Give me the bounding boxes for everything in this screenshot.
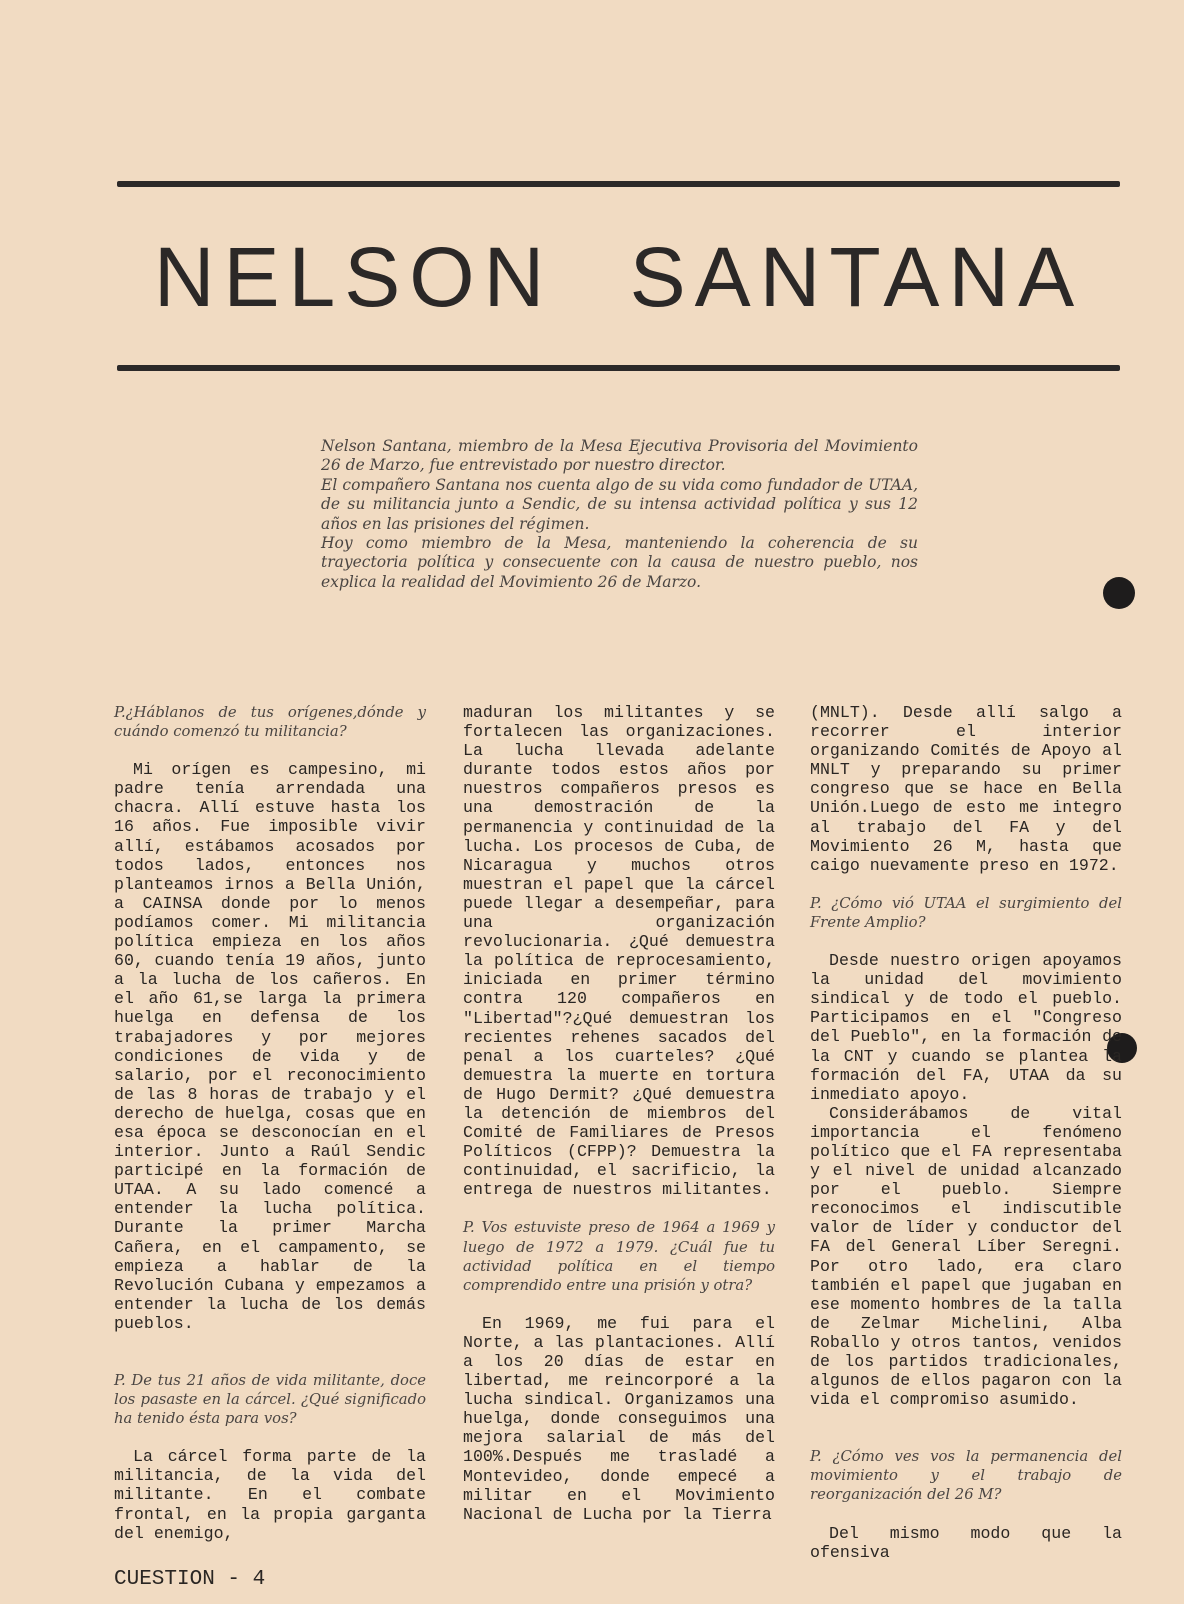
column-3 xyxy=(810,703,1122,1562)
page-footer: CUESTION - 4 xyxy=(114,1568,266,1591)
answer: Mi orígen es campesino, mi padre tenía arrendada una chacra. Allí estuve hasta los 16 años. Fue imposible vivir allí, estábamos acosados por todos lados, entonces nos planteamos irnos a Bella Unión, a CAINSA donde por lo menos podíamos comer. Mi militancia política empieza en los años 60, cuando tenía 19 años, junto a la lucha de los cañeros. En el año 61,se larga la primera huelga en defensa de los trabajadores y por mejores condiciones de vida y de salario, por el reconocimiento de las 8 horas de trabajo y el derecho de huelga, cosas que en esa época se desconocían en el interior. Junto a Raúl Sendic participé en la formación de UTAA. A su lado comencé a entender la lucha política. Durante la primer Marcha Cañera, en el campamento, se empieza a hablar de la Revolución Cubana y empezamos a entender la lucha de los demás pueblos. xyxy=(114,760,426,1333)
answer: Considerábamos de vital importancia el fenómeno político que el FA representaba y el nivel de unidad alcanzado por el pueblo. Siempre reconocimos el indiscutible valor de líder y conductor del FA del General Líber Seregni. Por otro lado, era claro también el papel que jugaban en ese momento hombres de la talla de Zelmar Michelini, Alba Roballo y otros tantos, venidos de los partidos tradicionales, algunos de ellos pagaron con la vida el compromiso asumido. xyxy=(810,1103,1122,1410)
intro-paragraph xyxy=(321,437,918,592)
intro-line: El compañero Santana nos cuenta algo de su vida como fundador de UTAA, de su militancia junto a Sendic, de su intensa actividad política y sus 12 años en las prisiones del régimen. xyxy=(321,475,918,533)
question: P. De tus 21 años de vida militante, doce los pasaste en la cárcel. ¿Qué significado ha tenido ésta para vos? xyxy=(114,1372,426,1428)
answer: Del mismo modo que la ofensiva xyxy=(810,1523,1122,1562)
column-1 xyxy=(114,703,426,1543)
punch-hole-mark xyxy=(1103,577,1135,609)
top-rule xyxy=(117,181,1120,187)
bottom-rule xyxy=(117,365,1120,371)
column-2 xyxy=(463,703,775,1524)
question: P. ¿Cómo ves vos la permanencia del movimiento y el trabajo de reorganización del 26 M? xyxy=(810,1448,1122,1504)
answer: maduran los militantes y se fortalecen las organizaciones. La lucha llevada adelante durante todos estos años por nuestros compañeros presos es una demostración de la permanencia y continuidad de la lucha. Los procesos de Cuba, de Nicaragua y muchos otros muestran el papel que la cárcel puede llegar a desempeñar, para una organización revolucionaria. ¿Qué demuestra la política de reprocesamiento, iniciada en primer término contra 120 compañeros en "Libertad"?¿Qué demuestran los recientes rehenes sacados del penal a los cuarteles? ¿Qué demuestra la muerte en tortura de Hugo Dermit? ¿Qué demuestra la detención de miembros del Comité de Familiares de Presos Políticos (CFPP)? Demuestra la continuidad, el sacrificio, la entrega de nuestros militantes. xyxy=(463,703,775,1200)
intro-line: Hoy como miembro de la Mesa, manteniendo la coherencia de su trayectoria política y consecuente con la causa de nuestro pueblo, nos explica la realidad del Movimiento 26 de Marzo. xyxy=(321,534,918,591)
question: P.¿Háblanos de tus orígenes,dónde y cuándo comenzó tu militancia? xyxy=(114,704,426,741)
answer: Desde nuestro origen apoyamos la unidad del movimiento sindical y de todo el pueblo. Participamos en el "Congreso del Pueblo", en la formación de la CNT y cuando se plantea la formación del FA, UTAA da su inmediato apoyo. xyxy=(810,951,1122,1104)
question: P. Vos estuviste preso de 1964 a 1969 y luego de 1972 a 1979. ¿Cuál fue tu actividad política en el tiempo comprendido entre una prisión y otra? xyxy=(463,1219,775,1294)
article-title: NELSON SANTANA xyxy=(153,230,1084,324)
intro-line: Nelson Santana, miembro de la Mesa Ejecutiva Provisoria del Movimiento 26 de Marzo, fue entrevistado por nuestro director. xyxy=(321,437,918,475)
answer: (MNLT). Desde allí salgo a recorrer el interior organizando Comités de Apoyo al MNLT y preparando su primer congreso que se hace en Bella Unión.Luego de esto me integro al trabajo del FA y del Movimiento 26 M, hasta que caigo nuevamente preso en 1972. xyxy=(810,703,1122,875)
question: P. ¿Cómo vió UTAA el surgimiento del Frente Amplio? xyxy=(810,894,1122,931)
answer: En 1969, me fui para el Norte, a las plantaciones. Allí a los 20 días de estar en libertad, me reincorporé a la lucha sindical. Organizamos una huelga, donde conseguimos una mejora salarial de más del 100%.Después me trasladé a Montevideo, donde empecé a militar en el Movimiento Nacional de Lucha por la Tierra xyxy=(463,1313,775,1524)
answer: La cárcel forma parte de la militancia, de la vida del militante. En el combate frontal, en la propia garganta del enemigo, xyxy=(114,1447,426,1543)
